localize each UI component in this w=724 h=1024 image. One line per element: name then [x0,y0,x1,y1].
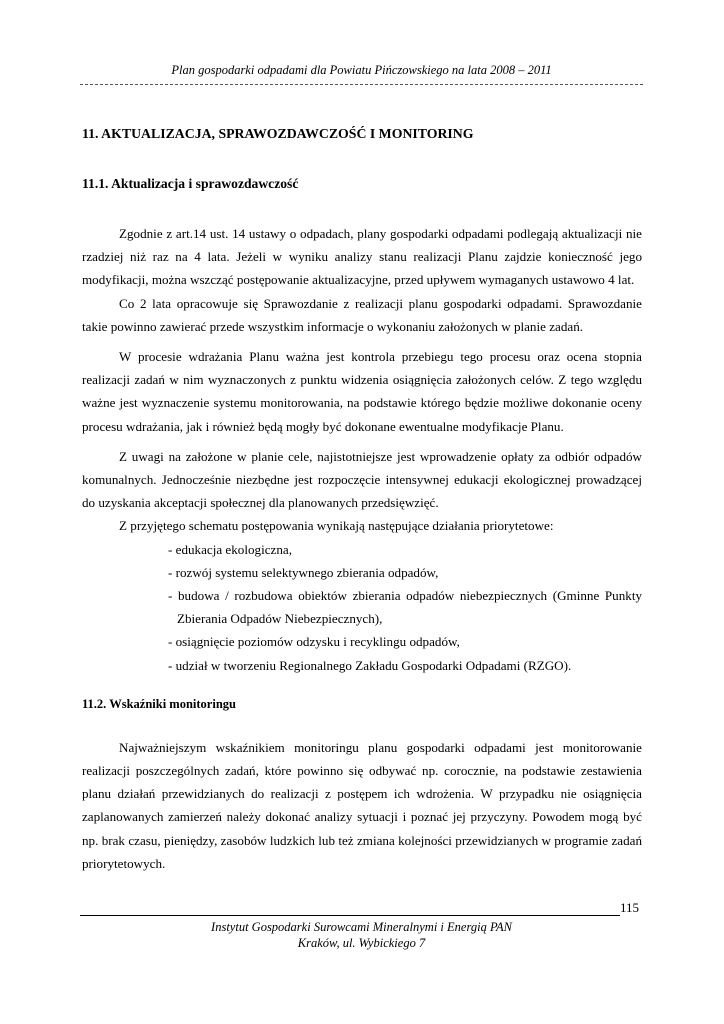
list-item: - edukacja ekologiczna, [168,541,292,557]
footer-institution: Instytut Gospodarki Surowcami Mineralnymi i Energią PAN [211,920,512,934]
priority-actions-list [82,538,642,677]
list-item: - osiągnięcie poziomów odzysku i recyklingu odpadów, [168,634,460,650]
header-divider [80,84,643,85]
list-item: - udział w tworzeniu Regionalnego Zakładu Gospodarki Odpadami (RZGO). [168,657,572,673]
subsection-title-2: 11.2. Wskaźniki monitoringu [82,696,236,711]
paragraph: Z przyjętego schematu postępowania wynikają następujące działania priorytetowe: [119,518,554,534]
subsection-title-1: 11.1. Aktualizacja i sprawozdawczość [82,176,299,191]
paragraph: Z uwagi na założone w planie cele, najistotniejsze jest wprowadzenie opłaty za odbiór odpadów komunalnych. Jednocześnie niezbędne jest rozpoczęcie intensywnej edukacji ekologicznej prowadzącej do uzyskania akceptacji społecznej dla planowanych przedsięwzięć. [82,448,642,511]
paragraph: W procesie wdrażania Planu ważna jest kontrola przebiegu tego procesu oraz ocena stopnia realizacji zadań w nim wyznaczonych z punktu widzenia osiągnięcia założonych celów. Z tego względu ważne jest wyznaczenie systemu monitorowania, na podstawie którego będzie możliwe dokonanie oceny procesu wdrażania, jak i również będą mogły być dokonane ewentualne modyfikacje Planu. [82,349,642,434]
paragraph: Najważniejszym wskaźnikiem monitoringu planu gospodarki odpadami jest monitorowanie realizacji poszczególnych zadań, które powinno się odbywać np. corocznie, na podstawie zestawienia planu działań przewidzianych do realizacji z postępem ich wdrożenia. W przypadku nie osiągnięcia zaplanowanych zamierzeń należy dokonać analizy sytuacji i poznać jej przyczyny. Powodem mogą być np. brak czasu, pieniędzy, zasobów ludzkich lub też zmiana kolejności przewidzianych w programie zadań priorytetowych. [82,739,642,871]
list-item: - budowa / rozbudowa obiektów zbierania odpadów niebezpiecznych (Gminne Punkty Zbierania Odpadów Niebezpiecznych), [168,588,642,627]
page-footer [80,919,643,951]
paragraph: Zgodnie z art.14 ust. 14 ustawy o odpadach, plany gospodarki odpadami podlegają aktualizacji nie rzadziej niż raz na 4 lata. Jeżeli w wyniku analizy stanu realizacji Planu zajdzie konieczność jego modyfikacji, można wszcząć postępowanie aktualizacyjne, przed upływem wymaganych ustawowo 4 lat. [82,226,642,288]
document-body [82,126,642,875]
paragraph: Co 2 lata opracowuje się Sprawozdanie z realizacji planu gospodarki odpadami. Sprawozdanie takie powinno zawierać przede wszystkim informacje o wykonaniu założonych w planie zadań. [82,295,642,334]
section-title: 11. AKTUALIZACJA, SPRAWOZDAWCZOŚĆ I MONITORING [82,126,474,141]
page-header: Plan gospodarki odpadami dla Powiatu Pińczowskiego na lata 2008 – 2011 [171,63,552,77]
list-item: - rozwój systemu selektywnego zbierania odpadów, [168,564,439,580]
page-number: 115 [620,900,640,915]
footer-address: Kraków, ul. Wybickiego 7 [297,936,426,950]
footer-divider [80,915,620,916]
